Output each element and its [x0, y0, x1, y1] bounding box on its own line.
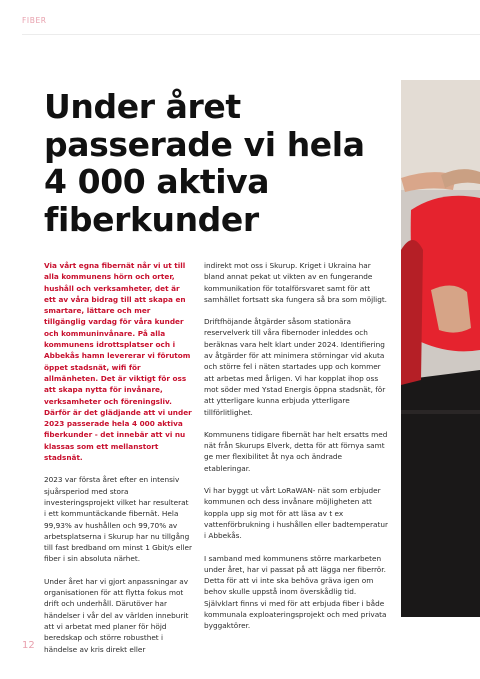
page-number: 12 — [22, 640, 35, 651]
lead-paragraph: Via vårt egna fibernät når vi ut till alla kommunens hörn och orter, hushåll och verksamheter, det är ett av våra bidrag till att skapa en smartare, lättare och mer tillgänglig vardag för våra kunder och kommuninvånare. På alla kommunens idrottsplatser och i Abbekås hamn levererar vi förutom öppet stadsnät, wifi för allmänheten. Det är viktigt för oss att skapa nytta för invånare, verksamheter och föreningsliv. Därför är det glädjande att vi under 2023 passerade hela 4 000 aktiva fiberkunder - det innebär att vi nu klassas som ett mellanstort stadsnät. — [44, 261, 192, 463]
body-paragraph: Under året har vi gjort anpassningar av organisationen för att flytta fokus mot drift och underhåll. Därutöver har händelser i vår del av världen inneburit att vi arbetat med planer för höjd beredskap och större robusthet i händelse av kris direkt eller — [44, 576, 189, 654]
body-paragraph: Vi har byggt ut vårt LoRaWAN- nät som erbjuder kommunen och dess invånare möjligheten att koppla upp sig mot för att läsa av t ex vattenförbrukning i hushållen eller badtemperatur i Abbekås. — [204, 486, 388, 541]
left-column — [44, 260, 192, 666]
header-divider — [22, 34, 480, 35]
right-column — [204, 260, 388, 643]
body-paragraph: Kommunens tidigare fibernät har helt ersatts med nät från Skurups Elverk, detta för att förnya samt ge mer flexibilitet åt nya och ändrade etableringar. — [204, 429, 388, 473]
person-photo — [401, 80, 480, 617]
section-label: FIBER — [22, 16, 47, 25]
body-paragraph: 2023 var första året efter en intensiv sjuårsperiod med stora investeringsprojekt vilket har resulterat i ett kommuntäckande fibernät. Hela 99,93% av hushållen och 99,70% av arbetsplatserna i Skurup har nu tillgång till fast bredband om minst 1 Gbit/s eller fiber i sin absoluta närhet. — [44, 475, 192, 564]
page-headline: Under året passerade vi hela 4 000 aktiva fiberkunder — [44, 87, 365, 239]
person-photo-illustration — [401, 80, 480, 617]
body-paragraph: I samband med kommunens större markarbeten under året, har vi passat på att lägga ner fiberrör. Detta för att vi inte ska behöva gräva igen om behov skulle uppstå inom överskådlig tid. Självklart finns vi med för att erbjuda fiber i både kommunala exploateringsprojekt och med privata byggaktörer. — [204, 553, 387, 631]
body-paragraph: indirekt mot oss i Skurup. Kriget i Ukraina har bland annat pekat ut vikten av en fungerande kommunikation för totalförsvaret samt för att samhället fortsatt ska fungera så bra som möjligt. — [204, 261, 388, 304]
body-paragraph: Driftfhöjande åtgärder såsom stationära reservelverk till våra fibernoder inleddes och beräknas vara helt klart under 2024. Identifiering av åtgärder för att minimera störningar vid akuta och större fel i näten startades upp och kommer att arbetas med årligen. Vi har kopplat ihop oss mot söder med Ystad Energis öppna stadsnät, för att ytterligare kunna erbjuda ytterligare tillförlitlighet. — [204, 317, 386, 417]
